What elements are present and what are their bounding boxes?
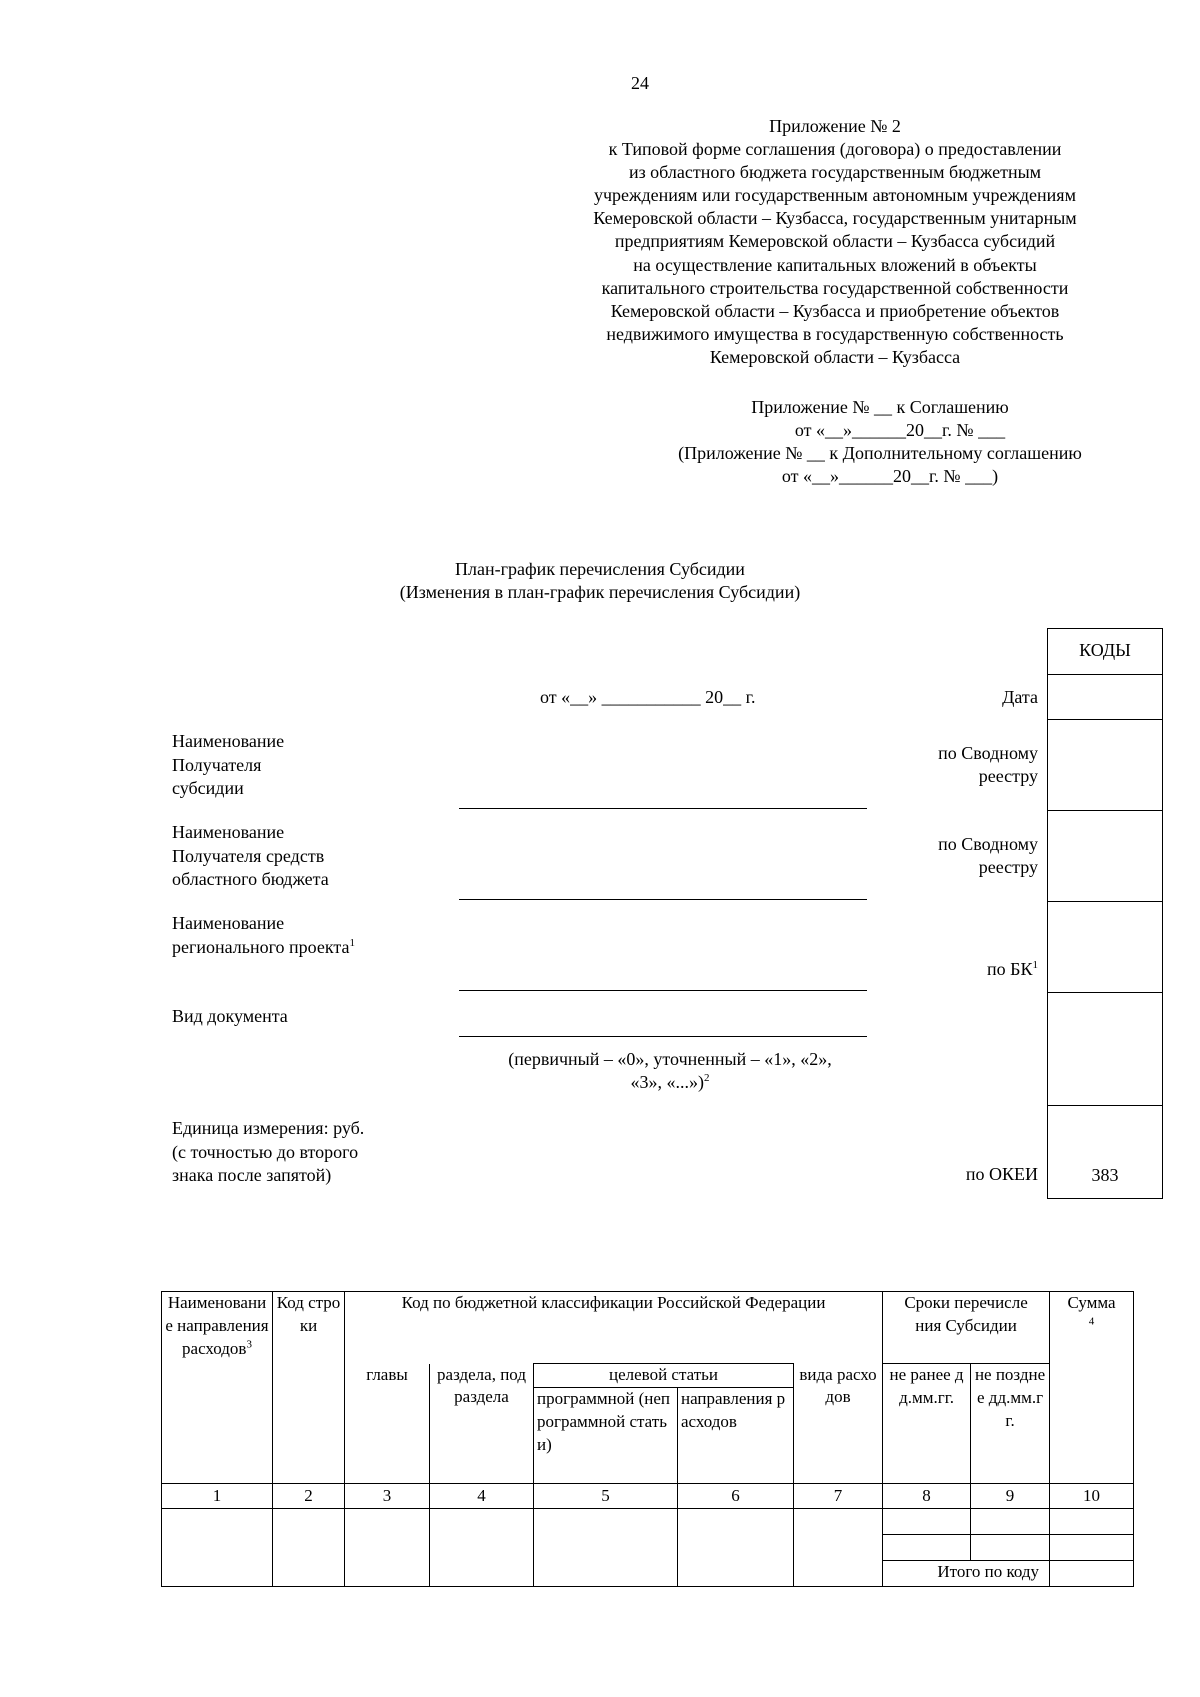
svod-registry-label-2 xyxy=(880,833,1038,879)
header-razdel: раздела, подраздела xyxy=(430,1364,534,1484)
codes-box xyxy=(1047,628,1163,1199)
project-label-text: регионального проекта xyxy=(172,936,350,957)
column-number: 10 xyxy=(1050,1484,1134,1509)
column-number: 4 xyxy=(430,1484,534,1509)
footnote-marker: 2 xyxy=(704,1072,710,1084)
svod-line: по Сводному xyxy=(938,743,1038,763)
label-line: субсидии xyxy=(172,778,244,798)
table-cell[interactable] xyxy=(883,1535,971,1561)
bk-label-text: по БК xyxy=(987,959,1033,979)
project-field-line[interactable] xyxy=(459,990,867,991)
header-glava: главы xyxy=(345,1364,430,1484)
header-vid: вида расходов xyxy=(794,1364,883,1484)
label-line: Наименование xyxy=(172,822,285,842)
project-label xyxy=(172,912,355,959)
label-line: (с точностью до второго xyxy=(172,1141,359,1162)
appendix-line: на осуществление капитальных вложений в объекты xyxy=(633,254,1037,275)
header-bk-group: Код по бюджетной классификации Российской Федерации xyxy=(345,1292,883,1364)
appendix-line: из областного бюджета государственным бюджетным xyxy=(628,162,1042,183)
table-cell[interactable] xyxy=(1050,1509,1134,1535)
column-number: 1 xyxy=(162,1484,273,1509)
header-terms-group: Сроки перечисления Субсидии xyxy=(883,1292,1050,1364)
table-cell[interactable] xyxy=(534,1509,678,1587)
doc-type-label: Вид документа xyxy=(172,1006,288,1026)
hint-line xyxy=(440,1071,900,1094)
document-date: от «__» ___________ 20__ г. xyxy=(540,687,756,707)
column-number: 9 xyxy=(971,1484,1050,1509)
header-text: Наименование направления расходов xyxy=(165,1293,269,1358)
column-number: 7 xyxy=(794,1484,883,1509)
agreement-ref-line: от «__»______20__г. № ___) xyxy=(781,466,999,487)
table-cell[interactable] xyxy=(162,1509,273,1587)
doc-type-hint xyxy=(440,1048,900,1094)
hint-line: (первичный – «0», уточненный – «1», «2», xyxy=(508,1049,832,1069)
date-label: Дата xyxy=(1002,687,1038,707)
appendix-line: недвижимого имущества в государственную собственность xyxy=(606,323,1064,344)
appendix-line: Приложение № 2 xyxy=(769,116,901,136)
agreement-ref-line: от «__»______20__г. № ___ xyxy=(794,420,1006,441)
agreement-reference xyxy=(640,396,1120,488)
agreement-ref-line: Приложение № __ к Соглашению xyxy=(751,397,1009,417)
table-cell[interactable] xyxy=(1050,1535,1134,1561)
header-target-group: целевой статьи xyxy=(534,1364,794,1388)
budget-recipient-label xyxy=(172,821,329,892)
bk-label xyxy=(880,958,1038,981)
table-cell[interactable] xyxy=(971,1535,1050,1561)
footnote-marker: 3 xyxy=(246,1338,252,1351)
agreement-ref-line: (Приложение № __ к Дополнительному соглашению xyxy=(678,443,1082,464)
svod-line: по Сводному xyxy=(938,834,1038,854)
header-not-later: не позднее дд.мм.гг. xyxy=(971,1364,1050,1484)
table-cell[interactable] xyxy=(883,1509,971,1535)
codes-header: КОДЫ xyxy=(1079,640,1131,660)
header-text: Сумма xyxy=(1067,1293,1116,1312)
payment-schedule-table xyxy=(161,1291,1134,1587)
doc-type-field-line[interactable] xyxy=(459,1036,867,1037)
label-line: Получателя средств xyxy=(172,845,325,866)
recipient-field-line[interactable] xyxy=(459,808,867,809)
table-cell[interactable] xyxy=(273,1509,345,1587)
column-number: 8 xyxy=(883,1484,971,1509)
title-line: План-график перечисления Субсидии xyxy=(455,559,745,579)
recipient-label xyxy=(172,730,284,801)
label-line: областного бюджета xyxy=(172,869,329,889)
table-cell[interactable] xyxy=(971,1509,1050,1535)
table-cell[interactable] xyxy=(430,1509,534,1587)
header-row-code: Код строки xyxy=(273,1292,345,1484)
label-line: знака после запятой) xyxy=(172,1165,332,1185)
okei-label: по ОКЕИ xyxy=(965,1164,1038,1184)
header-sum xyxy=(1050,1292,1134,1484)
column-number: 3 xyxy=(345,1484,430,1509)
footnote-marker: 1 xyxy=(1032,959,1038,971)
table-cell[interactable] xyxy=(678,1509,794,1587)
appendix-line: Кемеровской области – Кузбасса xyxy=(709,346,961,367)
total-sum-cell[interactable] xyxy=(1050,1561,1134,1587)
header-program: программной (непрограммной статьи) xyxy=(534,1388,678,1484)
header-direction-name xyxy=(162,1292,273,1484)
header-not-earlier: не ранее дд.мм.гг. xyxy=(883,1364,971,1484)
appendix-line: предприятиям Кемеровской области – Кузбасса субсидий xyxy=(614,231,1056,252)
unit-label xyxy=(172,1117,364,1188)
label-line: Единица измерения: руб. xyxy=(172,1118,365,1138)
appendix-line: к Типовой форме соглашения (договора) о предоставлении xyxy=(608,139,1062,160)
label-line: Получателя xyxy=(172,754,262,775)
page-number: 24 xyxy=(631,73,649,93)
label-line: Наименование xyxy=(172,731,285,751)
appendix-block xyxy=(540,115,1130,369)
page-title xyxy=(300,558,900,604)
svod-line: реестру xyxy=(978,766,1038,786)
title-line: (Изменения в план-график перечисления Субсидии) xyxy=(399,582,801,602)
table-cell[interactable] xyxy=(345,1509,430,1587)
column-number: 5 xyxy=(534,1484,678,1509)
table-cell[interactable] xyxy=(794,1509,883,1587)
hint-text: «3», «...») xyxy=(630,1072,704,1092)
svod-line: реестру xyxy=(978,857,1038,877)
header-direction: направления расходов xyxy=(678,1388,794,1484)
footnote-marker: 4 xyxy=(1088,1315,1095,1328)
appendix-line: Кемеровской области – Кузбасса и приобретение объектов xyxy=(610,300,1060,321)
appendix-line: Кемеровской области – Кузбасса, государственным унитарным xyxy=(593,208,1077,229)
total-by-code-label: Итого по коду xyxy=(883,1561,1050,1587)
column-number: 2 xyxy=(273,1484,345,1509)
column-number: 6 xyxy=(678,1484,794,1509)
label-line: Наименование xyxy=(172,913,285,933)
appendix-line: капитального строительства государственной собственности xyxy=(601,277,1069,298)
svod-registry-label xyxy=(880,742,1038,788)
label-line xyxy=(172,936,355,960)
footnote-marker: 1 xyxy=(349,936,355,949)
budget-recipient-field-line[interactable] xyxy=(459,899,867,900)
okei-code-value: 383 xyxy=(1091,1165,1119,1185)
appendix-line: учреждениям или государственным автономным учреждениям xyxy=(594,185,1076,206)
